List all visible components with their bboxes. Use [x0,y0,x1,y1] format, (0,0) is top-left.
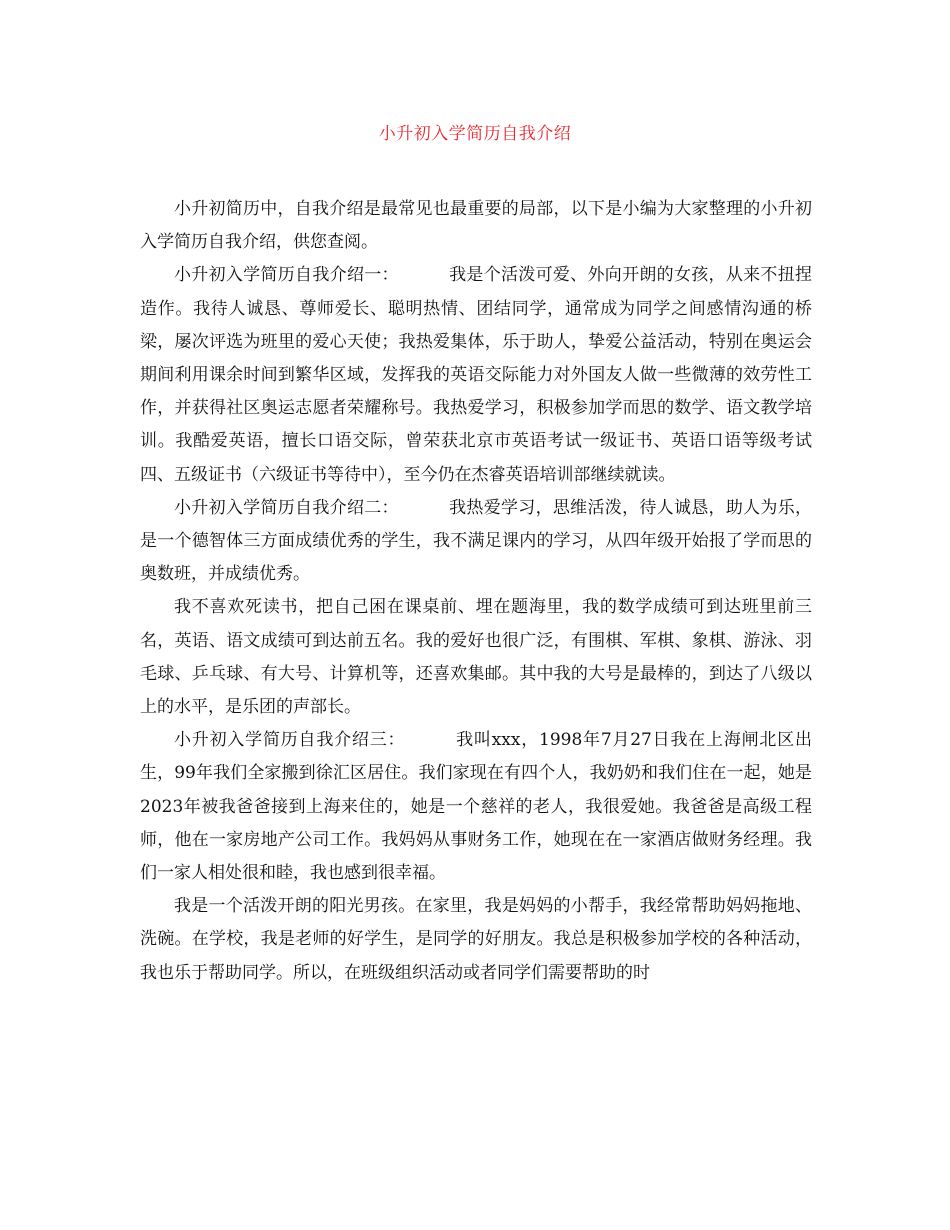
intro-paragraph: 小升初简历中，自我介绍是最常见也最重要的局部，以下是小编为大家整理的小升初入学简历自我介绍，供您查阅。 [140,199,812,253]
section-1-text: 我是个活泼可爱、外向开朗的女孩，从来不扭捏造作。我待人诚恳、尊师爱长、聪明热情、团结同学，通常成为同学之间感情沟通的桥梁，屡次评选为班里的爱心天使；我热爱集体，乐于助人，挚爱公益活动，特别在奥运会期间利用课余时间到繁华区域，发挥我的英语交际能力对外国友人做一些微薄的效劳性工作，并获得社区奥运志愿者荣耀称号。我热爱学习，积极参加学而思的数学、语文教学培训。我酷爱英语，擅长口语交际，曾荣获北京市英语考试一级证书、英语口语等级考试四、五级证书（六级证书等待中），至今仍在杰睿英语培训部继续就读。 [140,265,813,485]
section-3-paragraph [140,724,812,890]
section-2-text: 我热爱学习，思维活泼，待人诚恳，助人为乐，是一个德智体三方面成绩优秀的学生，我不满足课内的学习，从四年级开始报了学而思的奥数班，并成绩优秀。 [140,497,813,585]
document-body [140,193,812,990]
section-3-text: 我叫xxx，1998年7月27日我在上海闸北区出生，99年我们全家搬到徐汇区居住。我们家现在有四个人，我奶奶和我们住在一起，她是2023年被我爸爸接到上海来住的，她是一个慈祥的老人，我很爱她。我爸爸是高级工程师，他在一家房地产公司工作。我妈妈从事财务工作，她现在在一家酒店做财务经理。我们一家人相处很和睦，我也感到很幸福。 [140,730,812,884]
section-2-heading: 小升初入学简历自我介绍二： [174,497,399,518]
section-3-extra-paragraph: 我是一个活泼开朗的阳光男孩。在家里，我是妈妈的小帮手，我经常帮助妈妈拖地、洗碗。在学校，我是老师的好学生，是同学的好朋友。我总是积极参加学校的各种活动，我也乐于帮助同学。所以，在班级组织活动或者同学们需要帮助的时 [140,896,812,983]
section-2-paragraph [140,492,812,592]
section-3-heading: 小升初入学简历自我介绍三： [174,730,406,751]
section-1-paragraph [140,259,812,491]
document-title: 小升初入学简历自我介绍 [378,124,572,144]
section-1-heading: 小升初入学简历自我介绍一： [174,265,399,286]
section-2-extra-paragraph: 我不喜欢死读书，把自己困在课桌前、埋在题海里，我的数学成绩可到达班里前三名，英语、语文成绩可到达前五名。我的爱好也很广泛，有围棋、军棋、象棋、游泳、羽毛球、乒乓球、有大号、计算机等，还喜欢集邮。其中我的大号是最棒的，到达了八级以上的水平，是乐团的声部长。 [140,597,812,718]
